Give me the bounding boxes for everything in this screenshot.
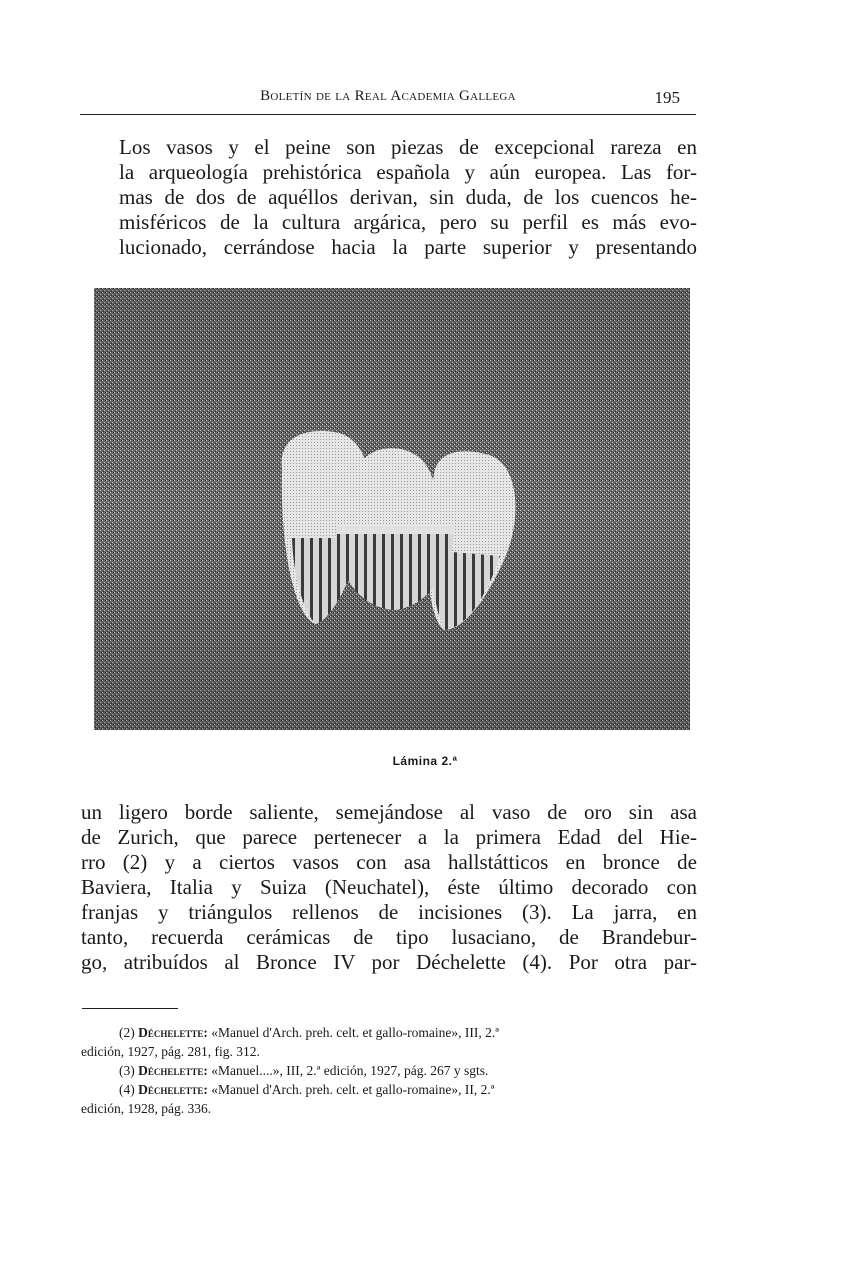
footnotes — [81, 1023, 697, 1118]
footnote-author: Déchelette: — [138, 1025, 208, 1040]
figure-caption: Lámina 2.ª — [392, 754, 458, 768]
text-line: misféricos de la cultura argárica, pero su perfil es más evo- — [119, 210, 697, 234]
paragraph-bottom — [81, 800, 697, 975]
paragraph-top — [81, 135, 697, 260]
text-line: lucionado, cerrándose hacia la parte superior y presentando — [119, 235, 697, 259]
footnote-text: «Manuel d'Arch. preh. celt. et gallo-romaine», II, 2.ª — [211, 1082, 495, 1097]
footnote-continuation: edición, 1927, pág. 281, fig. 312. — [81, 1044, 260, 1059]
footnote-text: «Manuel d'Arch. preh. celt. et gallo-romaine», III, 2.ª — [211, 1025, 499, 1040]
text-line: de Zurich, que parece pertenecer a la primera Edad del Hie- — [81, 825, 697, 849]
footnote-number: (3) — [119, 1063, 135, 1078]
footnote — [81, 1080, 697, 1099]
footnote-author: Déchelette: — [138, 1063, 208, 1078]
text-line: la arqueología prehistórica española y aún europea. Las for- — [119, 160, 697, 184]
footnote-number: (4) — [119, 1082, 135, 1097]
footnote-number: (2) — [119, 1025, 135, 1040]
footnote — [81, 1061, 697, 1080]
page-number: 195 — [654, 88, 680, 107]
text-line: Baviera, Italia y Suiza (Neuchatel), éste último decorado con — [81, 875, 697, 899]
text-line: tanto, recuerda cerámicas de tipo lusaciano, de Brandebur- — [81, 925, 697, 949]
text-line: franjas y triángulos rellenos de incisiones (3). La jarra, en — [81, 900, 697, 924]
footnote-text: «Manuel....», III, 2.ª edición, 1927, pág. 267 y sgts. — [211, 1063, 489, 1078]
vessels-photo-illustration — [94, 288, 690, 730]
text-line: mas de dos de aquéllos derivan, sin duda, de los cuencos he- — [119, 185, 697, 209]
plate-photograph — [94, 288, 690, 730]
text-line: go, atribuídos al Bronce IV por Déchelette (4). Por otra par- — [81, 950, 697, 974]
running-header — [80, 88, 696, 115]
footnote-continuation: edición, 1928, pág. 336. — [81, 1101, 212, 1116]
text-line: rro (2) y a ciertos vasos con asa hallstátticos en bronce de — [81, 850, 697, 874]
journal-title: Boletín de la Real Academia Gallega — [260, 88, 516, 104]
text-line: un ligero borde saliente, semejándose al vaso de oro sin asa — [81, 800, 697, 824]
footnote-author: Déchelette: — [138, 1082, 208, 1097]
footnote-divider — [82, 1008, 178, 1009]
footnote — [81, 1023, 697, 1042]
text-line: Los vasos y el peine son piezas de excepcional rareza en — [119, 135, 697, 159]
